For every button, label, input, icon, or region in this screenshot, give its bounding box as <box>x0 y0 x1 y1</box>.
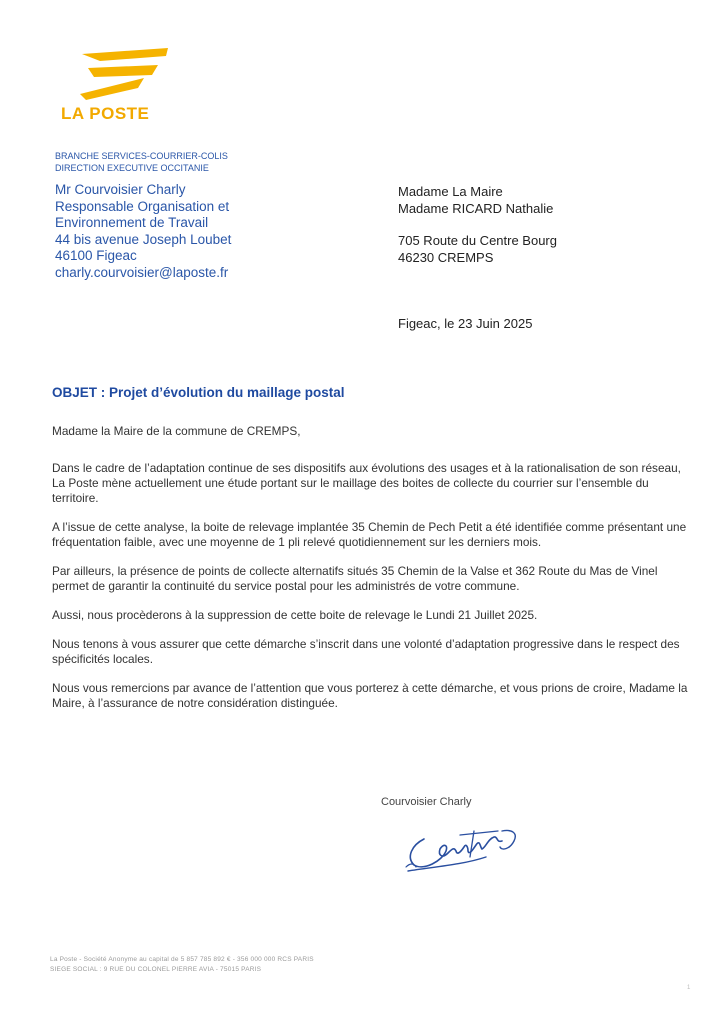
body-paragraph: Nous vous remercions par avance de l’attention que vous porterez à cette démarche, et vous prions de croire, Madame la Maire, à l’assurance de notre considération distinguée. <box>52 681 688 710</box>
footer-line: SIEGE SOCIAL : 9 RUE DU COLONEL PIERRE AVIA - 75015 PARIS <box>50 966 262 973</box>
sender-block <box>55 182 231 281</box>
body-paragraph: Par ailleurs, la présence de points de collecte alternatifs situés 35 Chemin de la Valse et 362 Route du Mas de Vinel permet de garantir la continuité du service postal pour les administrés de votre commune. <box>52 564 658 593</box>
sender-name: Mr Courvoisier Charly <box>55 182 186 197</box>
body-paragraph: Aussi, nous procèderons à la suppression de cette boite de relevage le Lundi 21 Juillet 2025. <box>52 608 538 622</box>
recipient-street: 705 Route du Centre Bourg <box>398 233 557 248</box>
page-number: 1 <box>687 985 691 991</box>
signer-name: Courvoisier Charly <box>381 796 472 808</box>
letter-body <box>52 424 688 725</box>
la-poste-bird-logo-icon <box>78 48 170 100</box>
sender-title: Environnement de Travail <box>55 215 209 230</box>
recipient-city: 46230 CREMPS <box>398 249 494 265</box>
handwritten-signature-icon <box>402 817 530 877</box>
direction-line: DIRECTION EXECUTIVE OCCITANIE <box>55 163 209 173</box>
logo-text: LA POSTE <box>61 104 150 123</box>
legal-footer <box>50 955 314 975</box>
salutation: Madame la Maire de la commune de CREMPS, <box>52 424 301 438</box>
subject-line: OBJET : Projet d’évolution du maillage postal <box>52 385 345 400</box>
branch-line: BRANCHE SERVICES-COURRIER-COLIS <box>55 151 228 161</box>
branch-header <box>55 150 228 174</box>
sender-city: 46100 Figeac <box>55 248 137 263</box>
body-paragraph: Nous tenons à vous assurer que cette démarche s’inscrit dans une volonté d’adaptation progressive dans le respect des spécificités locales. <box>52 637 680 666</box>
sender-email: charly.courvoisier@laposte.fr <box>55 264 229 280</box>
recipient-line: Madame La Maire <box>398 184 503 199</box>
recipient-name: Madame RICARD Nathalie <box>398 200 554 216</box>
date-line: Figeac, le 23 Juin 2025 <box>398 316 533 331</box>
body-paragraph: A l’issue de cette analyse, la boite de relevage implantée 35 Chemin de Pech Petit a été identifiée comme présentant une fréquentation faible, avec une moyenne de 1 pli relevé quotidiennement sur les derniers mois. <box>52 520 687 549</box>
recipient-block <box>398 184 557 266</box>
footer-line: La Poste - Société Anonyme au capital de 5 857 785 892 € - 356 000 000 RCS PARIS <box>50 956 314 963</box>
sender-street: 44 bis avenue Joseph Loubet <box>55 231 232 247</box>
sender-title: Responsable Organisation et <box>55 198 230 214</box>
body-paragraph: Dans le cadre de l’adaptation continue de ses dispositifs aux évolutions des usages et à la rationalisation de son réseau, La Poste mène actuellement une étude portant sur le maillage des boites de collecte du courrier sur l’ensemble du territoire. <box>52 461 681 505</box>
